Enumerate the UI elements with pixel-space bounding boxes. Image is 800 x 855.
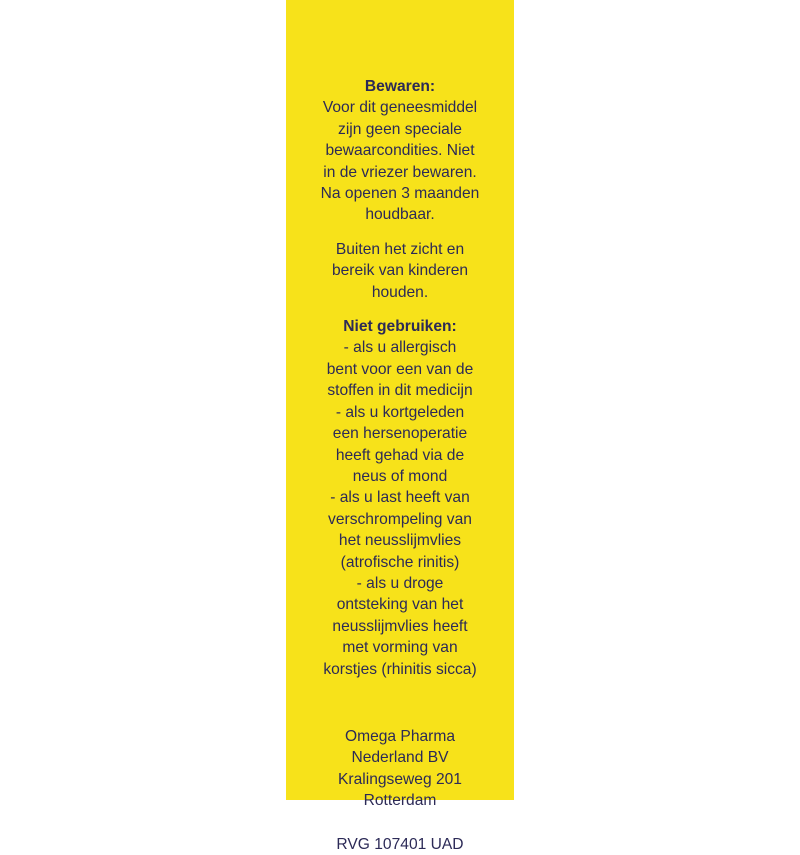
manufacturer-line: Kralingseweg 201 — [338, 770, 462, 788]
do-not-use-section — [286, 316, 514, 680]
do-not-use-line: neusslijmvlies heeft — [332, 617, 468, 635]
do-not-use-line: stoffen in dit medicijn — [327, 382, 473, 400]
do-not-use-line: neus of mond — [352, 467, 448, 485]
package-side-panel — [286, 0, 514, 853]
do-not-use-heading: Niet gebruiken: — [343, 318, 457, 336]
leaflet-text — [286, 76, 514, 855]
do-not-use-line: korstjes (rhinitis sicca) — [323, 660, 477, 678]
storage-section — [286, 76, 514, 226]
manufacturer-address — [286, 726, 514, 812]
do-not-use-line: - als u last heeft van — [330, 489, 470, 507]
children-warning-section — [286, 239, 514, 303]
manufacturer-line: Nederland BV — [351, 749, 449, 767]
do-not-use-line: heeft gehad via de — [335, 446, 465, 464]
children-warning-line: bereik van kinderen — [331, 262, 469, 280]
children-warning-line: Buiten het zicht en — [335, 240, 465, 258]
do-not-use-line: bent voor een van de — [326, 360, 474, 378]
do-not-use-line: - als u allergisch — [343, 339, 457, 357]
registration-number: RVG 107401 UAD — [336, 835, 464, 853]
do-not-use-line: het neusslijmvlies — [338, 532, 462, 550]
do-not-use-line: ontsteking van het — [336, 596, 464, 614]
do-not-use-line: - als u kortgeleden — [335, 403, 465, 421]
storage-line: Voor dit geneesmiddel — [322, 99, 478, 117]
do-not-use-line: (atrofische rinitis) — [340, 553, 460, 571]
storage-line: in de vriezer bewaren. — [323, 163, 477, 181]
manufacturer-line: Rotterdam — [363, 792, 437, 810]
children-warning-line: houden. — [371, 283, 429, 301]
do-not-use-line: - als u droge — [356, 574, 444, 592]
storage-line: houdbaar. — [365, 206, 435, 224]
do-not-use-line: met vorming van — [342, 639, 458, 657]
storage-line: Na openen 3 maanden — [320, 185, 480, 203]
storage-line: zijn geen speciale — [338, 120, 462, 138]
storage-heading: Bewaren: — [364, 78, 436, 95]
do-not-use-line: verschrompeling van — [328, 510, 472, 528]
manufacturer-line: Omega Pharma — [344, 727, 456, 745]
storage-line: bewaarcondities. Niet — [325, 142, 475, 160]
do-not-use-line: een hersenoperatie — [332, 425, 468, 443]
